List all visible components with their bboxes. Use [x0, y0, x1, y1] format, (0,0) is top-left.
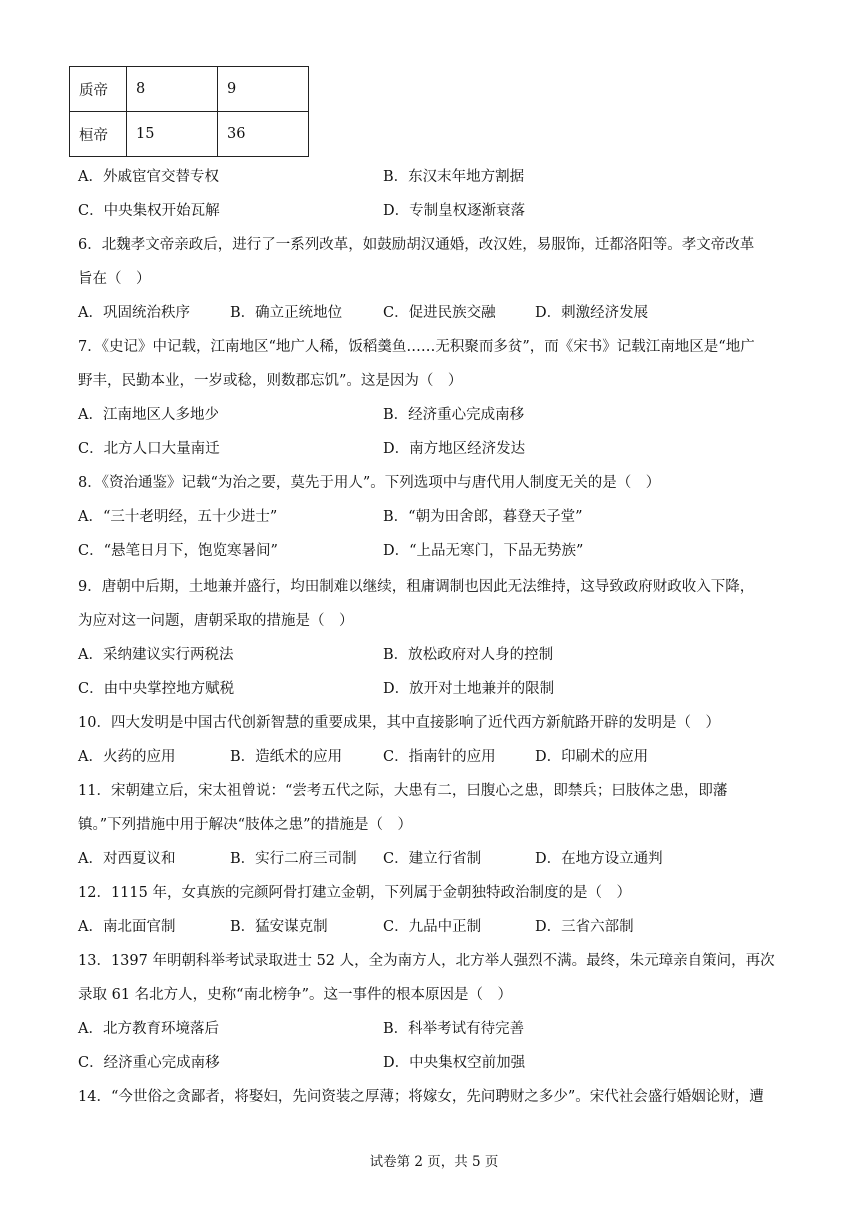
q7-option-b: B．经济重心完成南移 — [383, 407, 525, 423]
table-cell: 15 — [127, 112, 218, 157]
q7-stem-line-1: 7．《史记》中记载，江南地区“地广人稀，饭稻羹鱼……无积聚而多贫”，而《宋书》记载江南地区是“地广 — [78, 339, 755, 355]
q9-option-d: D．放开对土地兼并的限制 — [383, 681, 555, 697]
q10-stem-line-1: 10．四大发明是中国古代创新智慧的重要成果，其中直接影响了近代西方新航路开辟的发明是（ ） — [78, 715, 720, 731]
data-table — [69, 66, 309, 157]
q13-stem-line-1: 13．1397 年明朝科举考试录取进士 52 人，全为南方人，北方举人强烈不满。最终，朱元璋亲自策问，再次 — [78, 953, 775, 969]
q6-stem-line-1: 6．北魏孝文帝亲政后，进行了一系列改革，如鼓励胡汉通婚，改汉姓，易服饰，迁都洛阳等。孝文帝改革 — [78, 237, 755, 253]
q5-option-d: D．专制皇权逐渐衰落 — [383, 203, 526, 219]
q11-stem-line-2: 镇。”下列措施中用于解决“肢体之患”的措施是（ ） — [78, 817, 412, 833]
table-cell: 36 — [218, 112, 309, 157]
table-cell: 9 — [218, 67, 309, 112]
q9-option-c: C．由中央掌控地方赋税 — [78, 681, 235, 697]
table-cell: 8 — [127, 67, 218, 112]
q9-stem-line-2: 为应对这一问题，唐朝采取的措施是（ ） — [78, 613, 354, 629]
q9-option-a: A．采纳建议实行两税法 — [78, 647, 234, 663]
q13-option-c: C．经济重心完成南移 — [78, 1055, 220, 1071]
q12-stem-line-1: 12．1115 年，女真族的完颜阿骨打建立金朝，下列属于金朝独特政治制度的是（ ） — [78, 885, 631, 901]
q6-option-b: B．确立正统地位 — [230, 305, 343, 321]
q8-stem-line-1: 8．《资治通鉴》记载“为治之要，莫先于用人”。下列选项中与唐代用人制度无关的是（ ） — [78, 475, 661, 491]
q13-stem-line-2: 录取 61 名北方人，史称“南北榜争”。这一事件的根本原因是（ ） — [78, 987, 512, 1003]
q8-option-b: B．“朝为田舍郎，暮登天子堂” — [383, 509, 583, 525]
q14-stem-line-1: 14．“今世俗之贪鄙者，将娶妇，先问资装之厚薄；将嫁女，先问聘财之多少”。宋代社会盛行婚姻论财，遭 — [78, 1089, 764, 1105]
q8-option-c: C．“悬笔日月下，饱览寒暑间” — [78, 543, 278, 559]
q10-option-b: B．造纸术的应用 — [230, 749, 343, 765]
q6-option-c: C．促进民族交融 — [383, 305, 496, 321]
q12-option-c: C．九品中正制 — [383, 919, 482, 935]
q7-stem-line-2: 野丰，民勤本业，一岁或稔，则数郡忘饥”。这是因为（ ） — [78, 373, 463, 389]
q11-stem-line-1: 11．宋朝建立后，宋太祖曾说：“尝考五代之际，大患有二，曰腹心之患，即禁兵；曰肢体之患，即藩 — [78, 783, 728, 799]
q13-option-d: D．中央集权空前加强 — [383, 1055, 526, 1071]
q6-option-d: D．刺激经济发展 — [535, 305, 649, 321]
q8-option-a: A．“三十老明经，五十少进士” — [78, 509, 278, 525]
q5-option-b: B．东汉末年地方割据 — [383, 169, 525, 185]
q11-option-b: B．实行二府三司制 — [230, 851, 357, 867]
q7-option-c: C．北方人口大量南迁 — [78, 441, 220, 457]
q10-option-a: A．火药的应用 — [78, 749, 176, 765]
q9-stem-line-1: 9．唐朝中后期，土地兼并盛行，均田制难以继续，租庸调制也因此无法维持，这导致政府财政收入下降， — [78, 579, 755, 595]
q5-option-c: C．中央集权开始瓦解 — [78, 203, 220, 219]
q12-option-b: B．猛安谋克制 — [230, 919, 328, 935]
q7-option-d: D．南方地区经济发达 — [383, 441, 526, 457]
table-row — [70, 67, 309, 112]
table-cell: 质帝 — [70, 67, 127, 112]
q13-option-b: B．科举考试有待完善 — [383, 1021, 525, 1037]
q6-option-a: A．巩固统治秩序 — [78, 305, 190, 321]
q5-option-a: A．外戚宦官交替专权 — [78, 169, 219, 185]
q11-option-d: D．在地方设立通判 — [535, 851, 663, 867]
q11-option-c: C．建立行省制 — [383, 851, 482, 867]
q6-stem-line-2: 旨在（ ） — [78, 271, 151, 287]
q12-option-d: D．三省六部制 — [535, 919, 634, 935]
table-cell: 桓帝 — [70, 112, 127, 157]
q13-option-a: A．北方教育环境落后 — [78, 1021, 219, 1037]
page-footer: 试卷第 2 页，共 5 页 — [369, 1154, 499, 1170]
q9-option-b: B．放松政府对人身的控制 — [383, 647, 554, 663]
q10-option-d: D．印刷术的应用 — [535, 749, 649, 765]
q12-option-a: A．南北面官制 — [78, 919, 176, 935]
q7-option-a: A．江南地区人多地少 — [78, 407, 219, 423]
table-row — [70, 112, 309, 157]
q8-option-d: D．“上品无寒门，下品无势族” — [383, 543, 584, 559]
q11-option-a: A．对西夏议和 — [78, 851, 176, 867]
q10-option-c: C．指南针的应用 — [383, 749, 496, 765]
